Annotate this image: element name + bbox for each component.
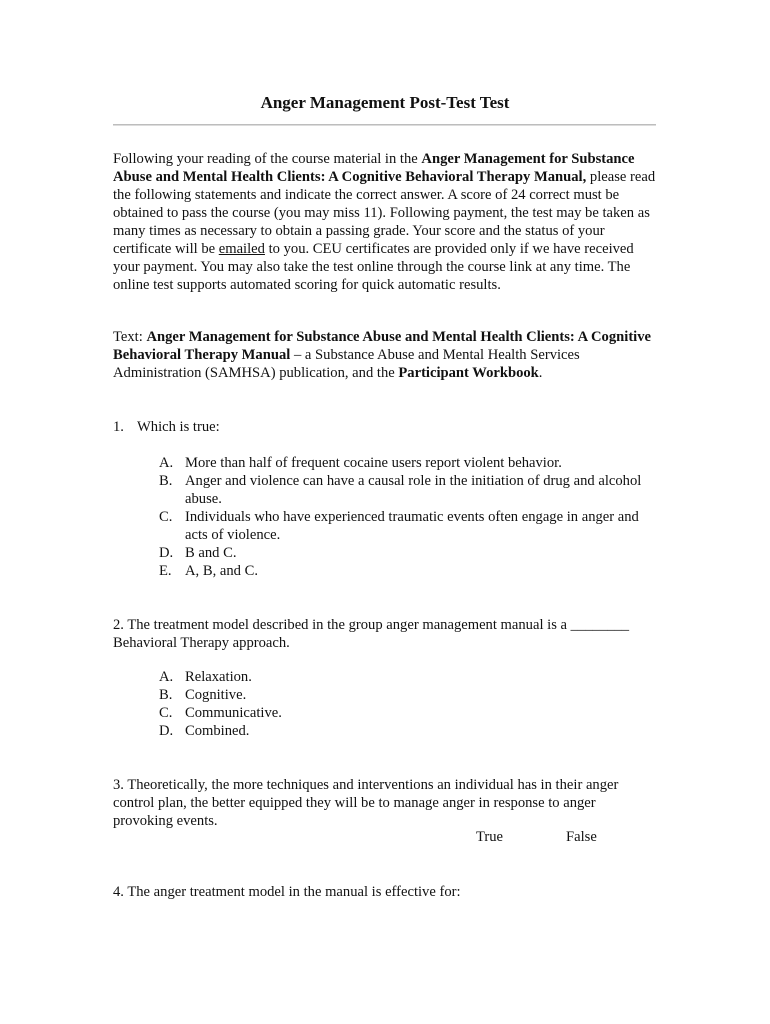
question-2-option-d[interactable]: D. Combined. — [159, 723, 250, 739]
intro-text-3: to you. CEU certificates are provided only if we have received your payment. You may also take the test online through the course link at any time. The online test supports automated scoring for quick automatic results. — [113, 241, 634, 293]
intro-emailed: emailed — [218, 241, 265, 257]
question-1-stem: Which is true: — [137, 419, 220, 435]
question-2 — [113, 616, 658, 652]
question-2-text: 2. The treatment model described in the group anger management manual is a ________ Behavioral Therapy approach. — [113, 617, 630, 651]
question-1-option-e[interactable]: E. A, B, and C. — [159, 563, 258, 579]
question-2-options — [159, 668, 459, 740]
text-reference-workbook: Participant Workbook — [398, 365, 539, 381]
question-1-option-d[interactable]: D. B and C. — [159, 545, 237, 561]
question-1-option-c[interactable]: C. Individuals who have experienced traumatic events often engage in anger and acts of violence. — [159, 509, 639, 543]
intro-text-1: Following your reading of the course material in the — [113, 151, 422, 167]
question-4 — [113, 883, 658, 901]
text-reference-manual: Anger Management for Substance Abuse and Mental Health Clients: A Cognitive Behavioral Therapy Manual — [113, 329, 652, 363]
question-1-options — [159, 454, 659, 580]
question-4-text: 4. The anger treatment model in the manual is effective for: — [113, 884, 461, 900]
question-1-text — [113, 418, 658, 436]
text-reference — [113, 328, 658, 382]
question-2-option-c[interactable]: C. Communicative. — [159, 705, 282, 721]
question-1 — [113, 418, 658, 436]
intro-text-2: please read the following statements and indicate the correct answer. A score of 24 correct must be obtained to pass the course (you may miss 11). Following payment, the test may be taken as many times as necessary to obtain a passing grade. Your score and the status of your certificate will be — [113, 169, 656, 257]
text-reference-end: . — [538, 365, 543, 381]
question-3-true-option[interactable]: True — [476, 829, 504, 845]
title-divider — [113, 124, 656, 125]
page-title: Anger Management Post-Test Test — [260, 93, 510, 112]
text-reference-label: Text: — [113, 329, 147, 345]
question-3-false-option[interactable]: False — [566, 829, 597, 845]
question-2-option-a[interactable]: A. Relaxation. — [159, 669, 252, 685]
question-1-option-b[interactable]: B. Anger and violence can have a causal role in the initiation of drug and alcohol abuse. — [159, 473, 642, 507]
intro-paragraph — [113, 150, 658, 294]
question-3 — [113, 776, 658, 830]
question-3-true-false — [0, 829, 770, 847]
intro-manual-title: Anger Management for Substance Abuse and Mental Health Clients: A Cognitive Behavioral Therapy Manual, — [113, 151, 635, 185]
question-1-number: 1. — [113, 419, 124, 435]
question-1-option-a[interactable]: A. More than half of frequent cocaine users report violent behavior. — [159, 455, 562, 471]
text-reference-desc: – a Substance Abuse and Mental Health Services Administration (SAMHSA) publication, and the — [113, 347, 580, 381]
question-3-text: 3. Theoretically, the more techniques and interventions an individual has in their anger control plan, the better equipped they will be to manage anger in response to anger provoking events. — [113, 777, 619, 829]
question-2-option-b[interactable]: B. Cognitive. — [159, 687, 247, 703]
